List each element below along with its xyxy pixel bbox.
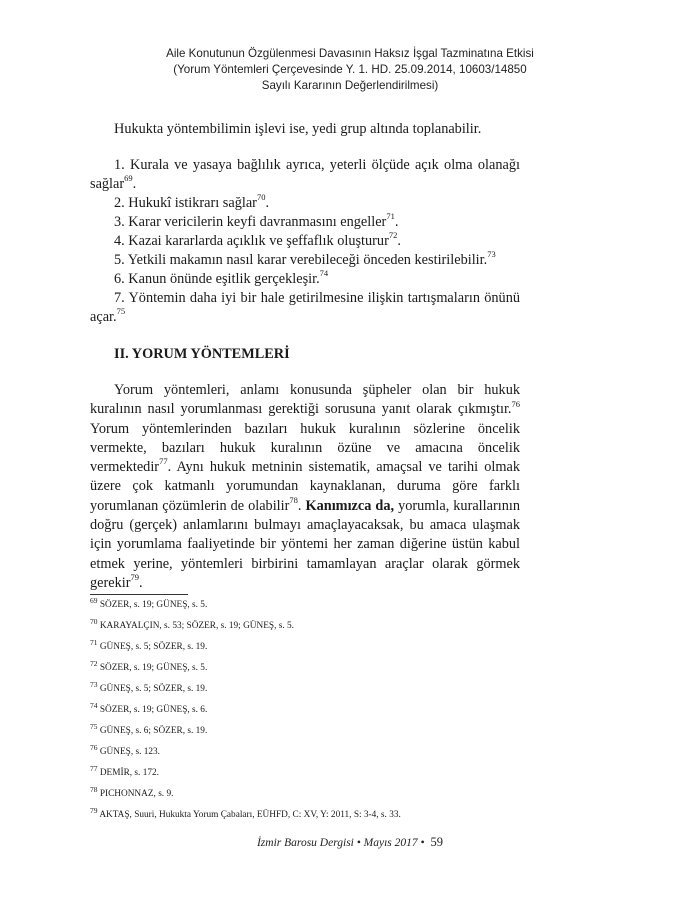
page-number: 59 [430, 835, 444, 849]
header-line-1: Aile Konutunun Özgülenmesi Davasının Haksız İşgal Tazminatına Etkisi [166, 47, 534, 60]
footnote-ref: 77 [159, 456, 168, 467]
list-item [90, 270, 520, 289]
footnote-text: PICHONNAZ, s. 9. [99, 789, 174, 799]
footnote-text: GÜNEŞ, s. 5; SÖZER, s. 19. [99, 642, 208, 652]
footnote-ref: 74 [319, 268, 329, 279]
footnote [90, 658, 520, 682]
footnote [90, 700, 520, 724]
footnote-text: DEMİR, s. 172. [99, 768, 159, 778]
list-item-end: . [394, 214, 399, 230]
footnote-ref: 79 [130, 572, 139, 583]
footnote-ref: 75 [116, 306, 126, 317]
footnote-ref: 69 [124, 173, 133, 184]
list-item-end: . [397, 233, 401, 249]
para-sentence: . [138, 574, 143, 591]
page-footer [0, 835, 700, 850]
footnote-ref: 76 [511, 398, 520, 409]
para-sentence: yorumla, kurallarının doğru (gerçek) anlamlarını bulmayı amaçlayacaksak, bu amaca ulaşmak için yorumlama faaliyetinde bir yöntemi her zaman diğerine üstün kabul etmek yerine, yöntemleri birbirini tamamlayan araçlar olarak görmek gerekir [90, 497, 520, 591]
running-header [0, 46, 700, 94]
footnote [90, 637, 520, 661]
footnote-number: 77 [90, 763, 98, 773]
list-item-end: . [132, 176, 137, 192]
body-paragraph [90, 381, 520, 593]
list-item-text: 1. Kurala ve yasaya bağlılık ayrıca, yeterli ölçüde açık olma olanağı sağlar [90, 157, 520, 192]
footnote [90, 784, 520, 808]
footnote [90, 679, 520, 703]
footnote [90, 763, 520, 787]
footnote-text: SÖZER, s. 19; GÜNEŞ, s. 5. [99, 600, 208, 610]
para-sentence: Yorum yöntemlerinden bazıları hukuk kuralının sözlerine öncelik vermekte, bazıları hukuk kuralının özüne ve amacına öncelik vermektedir [90, 420, 520, 476]
header-line-3: Sayılı Kararının Değerlendirilmesi) [261, 79, 439, 92]
list-item [90, 251, 520, 270]
list-item [90, 213, 520, 232]
list-item-text: 3. Karar vericilerin keyfi davranmasını engeller [114, 214, 387, 230]
list-item-text: 7. Yöntemin daha iyi bir hale getirilmesine ilişkin tartışmaların önünü açar. [90, 290, 520, 325]
list-item-text: 6. Kanun önünde eşitlik gerçekleşir. [114, 271, 320, 287]
para-sentence: Yorum yöntemleri, anlamı konusunda şüpheler olan bir hukuk kuralının nasıl yorumlanması gerektiği sorusuna yanıt olarak çıkmıştır. [90, 382, 520, 418]
para-sentence: . Aynı hukuk metninin sistematik, amaçsal ve tarihi olmak üzere çok katmanlı yorumundan kaynaklanan, duruma göre farklı yorumlanan çözümlerin de olabilir [90, 459, 520, 514]
footnote-number: 79 [90, 805, 98, 815]
footnote-ref: 71 [386, 211, 395, 222]
footnote [90, 595, 520, 619]
list-item [90, 232, 520, 251]
list-item [90, 156, 520, 194]
footnote [90, 721, 520, 745]
footnotes [90, 595, 520, 829]
footnote-text: SÖZER, s. 19; GÜNEŞ, s. 6. [99, 705, 208, 715]
footnote-divider [90, 594, 188, 595]
list-item [90, 289, 520, 327]
footnote-text: SÖZER, s. 19; GÜNEŞ, s. 5. [99, 663, 208, 673]
footnote-number: 78 [90, 784, 98, 794]
para-emphasis: Kanımızca da, [305, 497, 395, 514]
footnote-number: 70 [90, 616, 98, 626]
footnote-number: 74 [90, 700, 98, 710]
list-item-end: . [265, 195, 270, 211]
footnote [90, 616, 520, 640]
list-item-text: 2. Hukukî istikrarı sağlar [114, 195, 257, 211]
footnote-number: 75 [90, 721, 98, 731]
footnote-number: 71 [90, 637, 98, 647]
function-list [90, 156, 520, 327]
section-heading: II. YORUM YÖNTEMLERİ [114, 346, 290, 362]
intro-paragraph [90, 120, 520, 139]
footnote-number: 72 [90, 658, 98, 668]
journal-name: İzmir Barosu Dergisi • Mayıs 2017 • [256, 837, 425, 849]
footnote-text: GÜNEŞ, s. 6; SÖZER, s. 19. [99, 726, 208, 736]
footnote-number: 73 [90, 679, 98, 689]
footnote-text: GÜNEŞ, s. 123. [99, 747, 161, 757]
list-item-text: 4. Kazai kararlarda açıklık ve şeffaflık oluşturur [114, 233, 389, 249]
footnote-ref: 70 [256, 192, 266, 203]
footnote-text: AKTAŞ, Suuri, Hukukta Yorum Çabaları, EÜHFD, C: XV, Y: 2011, S: 3-4, s. 33. [99, 810, 401, 820]
footnote-text: KARAYALÇIN, s. 53; SÖZER, s. 19; GÜNEŞ, s. 5. [99, 621, 294, 631]
list-item-text: 5. Yetkili makamın nasıl karar verebileceği önceden kestirilebilir. [114, 252, 488, 268]
footnote-number: 76 [90, 742, 98, 752]
footnote-ref: 73 [487, 249, 496, 260]
intro-text: Hukukta yöntembilimin işlevi ise, yedi grup altında toplanabilir. [114, 121, 482, 137]
footnote [90, 742, 520, 766]
footnote [90, 805, 520, 829]
footnote-number: 69 [90, 595, 98, 605]
footnote-text: GÜNEŞ, s. 5; SÖZER, s. 19. [99, 684, 208, 694]
para-sentence: . [297, 497, 306, 514]
footnote-ref: 72 [388, 230, 398, 241]
footnote-ref: 78 [289, 495, 298, 506]
header-line-2: (Yorum Yöntemleri Çerçevesinde Y. 1. HD. 25.09.2014, 10603/14850 [173, 63, 527, 76]
list-item [90, 194, 520, 213]
